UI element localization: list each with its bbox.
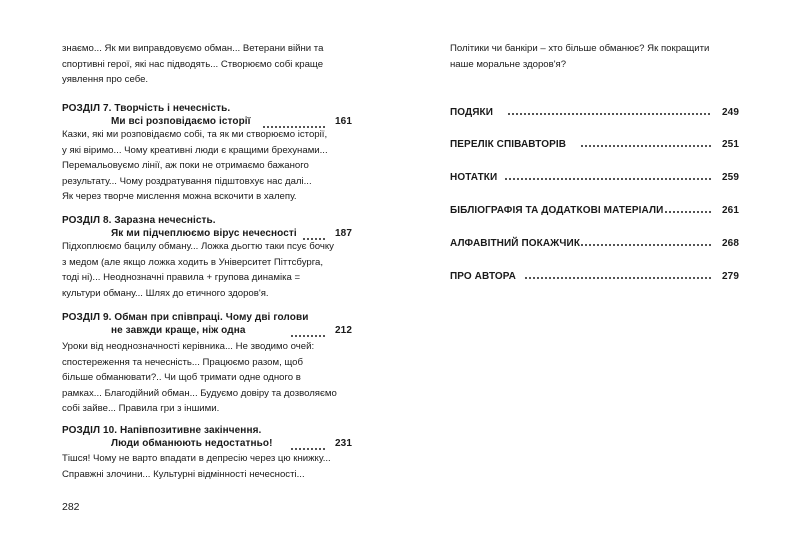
toc-entry-chapter-7[interactable] <box>62 102 352 129</box>
desc-line: рамках... Благодійний обман... Будуємо довіру та дозволяємо <box>62 387 337 399</box>
toc-entry-notes[interactable] <box>450 171 739 185</box>
toc-entry-label: ПОДЯКИ <box>450 107 494 118</box>
toc-entry-chapter-10[interactable] <box>62 424 352 451</box>
chapter-description <box>62 127 352 205</box>
desc-line: культури обману... Шлях до етичного здоров'я. <box>62 287 269 299</box>
chapter-heading[interactable] <box>62 214 352 241</box>
page-number: 282 <box>62 501 80 513</box>
chapter-title-line2: не завжди краще, ніж одна <box>111 325 246 337</box>
toc-entry-label: ПРО АВТОРА <box>450 271 516 282</box>
desc-line: Як через творче мислення можна вскочити в халепу. <box>62 191 297 203</box>
intro-text <box>62 41 352 88</box>
chapter-description <box>62 339 352 417</box>
chapter-page-number: 231 <box>335 438 352 450</box>
toc-entry-chapter-8[interactable] <box>62 214 352 241</box>
intro-line: наше моральне здоров'я? <box>450 58 567 70</box>
dot-leader <box>504 178 712 180</box>
dot-leader <box>290 448 326 450</box>
dot-leader <box>580 145 712 147</box>
toc-entry-about-author[interactable] <box>450 270 739 284</box>
toc-entry-coauthors[interactable] <box>450 138 739 152</box>
intro-line: знаємо... Як ми виправдовуємо обман... Ветерани війни та <box>62 43 324 54</box>
chapter-page-number: 161 <box>335 116 352 128</box>
chapter-heading[interactable] <box>62 102 352 129</box>
chapter-description <box>62 451 352 482</box>
dot-leader <box>664 211 712 213</box>
toc-entry-acknowledgements[interactable] <box>450 106 739 120</box>
toc-entry-label: НОТАТКИ <box>450 172 498 183</box>
toc-entry-page: 251 <box>722 139 739 150</box>
chapter-title-line1: РОЗДІЛ 7. Творчість і нечесність. <box>62 103 231 114</box>
dot-leader <box>580 244 712 246</box>
toc-entry-label: БІБЛІОГРАФІЯ ТА ДОДАТКОВІ МАТЕРІАЛИ <box>450 205 664 216</box>
chapter-title-line1: РОЗДІЛ 10. Напівпозитивне закінчення. <box>62 425 262 436</box>
desc-line: у які віримо... Чому креативні люди є кращими брехунами... <box>62 144 328 156</box>
intro-line: уявлення про себе. <box>62 74 149 86</box>
toc-entry-index[interactable] <box>450 237 739 251</box>
toc-entry-page: 249 <box>722 107 739 118</box>
desc-line: Справжні злочини... Культурні відмінності нечесності... <box>62 468 305 480</box>
chapter-page-number: 187 <box>335 228 352 240</box>
toc-entry-label: ПЕРЕЛІК СПІВАВТОРІВ <box>450 139 567 150</box>
dot-leader <box>507 113 712 115</box>
dot-leader <box>524 277 712 279</box>
toc-entry-chapter-9[interactable] <box>62 311 352 338</box>
chapter-heading[interactable] <box>62 424 352 451</box>
desc-line: спостереження та нечесність... Працюємо разом, щоб <box>62 356 304 368</box>
desc-line: результату... Чому роздратування підштовхує нас далі... <box>62 175 312 187</box>
chapter-description <box>62 239 352 301</box>
desc-line: Тішся! Чому не варто впадати в депресію через цю книжку... <box>62 453 331 464</box>
toc-entry-bibliography[interactable] <box>450 204 739 218</box>
toc-entry-page: 268 <box>722 238 739 249</box>
toc-entry-label: АЛФАВІТНИЙ ПОКАЖЧИК <box>450 238 581 249</box>
intro-line: Політики чи банкіри – хто більше обманює? Як покращити <box>450 43 710 54</box>
desc-line: тоді ні)... Неоднозначні правила + групова динаміка = <box>62 272 301 284</box>
desc-line: Підхоплюємо бацилу обману... Ложка дьогтю таки псує бочку <box>62 241 334 252</box>
desc-line: собі зайве... Правила гри з іншими. <box>62 403 220 415</box>
intro-text <box>450 41 739 72</box>
desc-line: Казки, які ми розповідаємо собі, та як ми створюємо історії, <box>62 129 328 140</box>
chapter-page-number: 212 <box>335 325 352 337</box>
desc-line: з медом (але якщо ложка ходить в Університет Піттсбурга, <box>62 256 324 268</box>
chapter-title-line2: Як ми підчеплюємо вірус нечесності <box>111 228 297 240</box>
toc-entry-page: 261 <box>722 205 739 216</box>
dot-leader <box>290 335 326 337</box>
chapter-title-line1: РОЗДІЛ 8. Заразна нечесність. <box>62 215 216 226</box>
chapter-title-line2: Люди обманюють недостатньо! <box>111 438 273 450</box>
chapter-heading[interactable] <box>62 311 352 338</box>
toc-entry-page: 279 <box>722 271 739 282</box>
desc-line: Уроки від неоднозначності керівника... Не зводимо очей: <box>62 341 315 352</box>
intro-line: спортивні герої, які нас підводять... Створюємо собі краще <box>62 58 324 70</box>
toc-entry-page: 259 <box>722 172 739 183</box>
chapter-title-line2: Ми всі розповідаємо історії <box>111 116 251 128</box>
desc-line: більше обманювати?.. Чи щоб тримати одне одного в <box>62 372 301 384</box>
desc-line: Перемальовуємо лінії, аж поки не отримаємо бажаного <box>62 160 309 172</box>
chapter-title-line1: РОЗДІЛ 9. Обман при співпраці. Чому дві голови <box>62 312 309 323</box>
